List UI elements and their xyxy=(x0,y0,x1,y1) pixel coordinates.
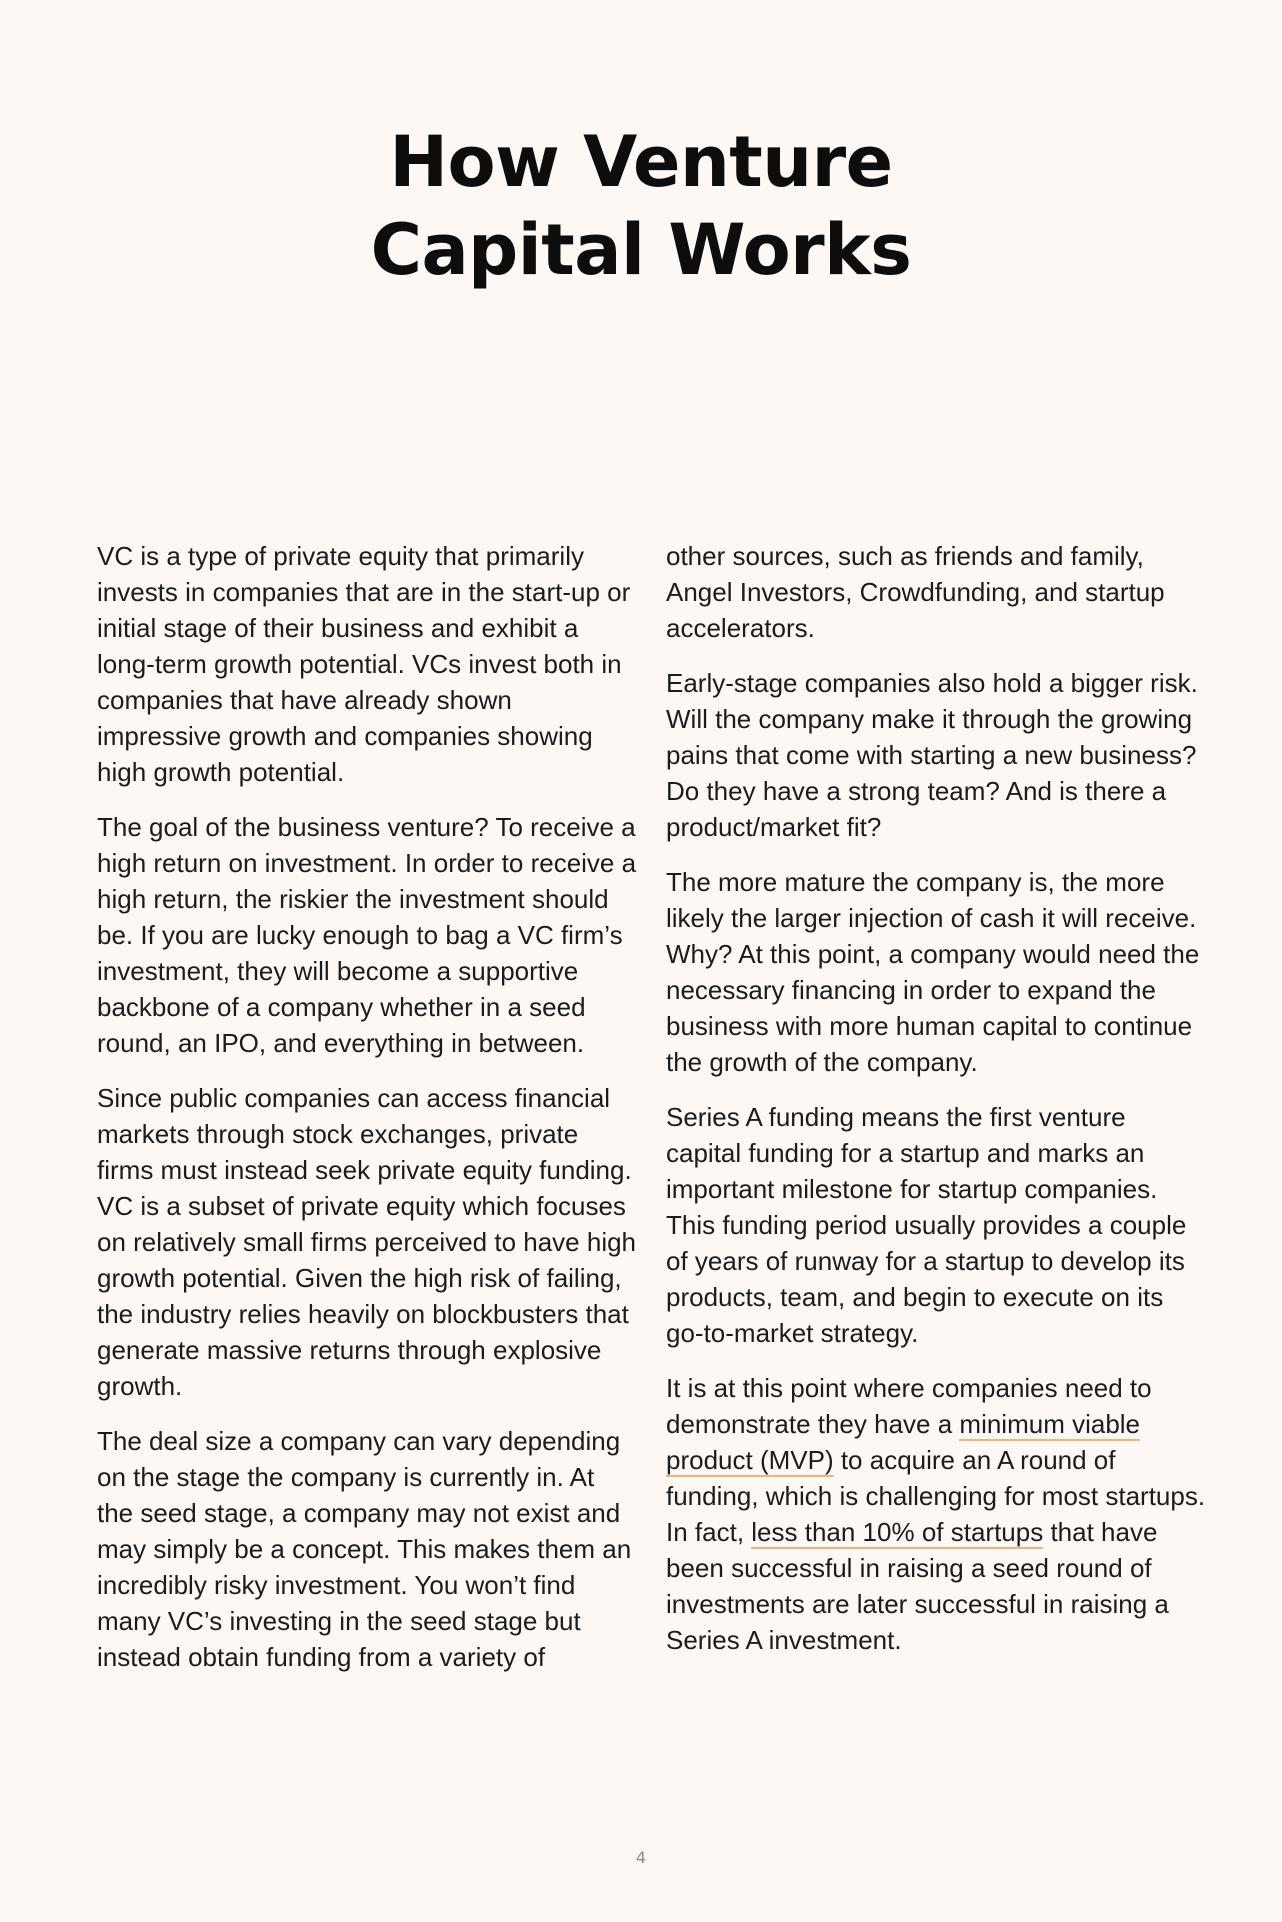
right-column xyxy=(666,538,1206,1677)
text-segment: It is at this point where companies need to demonstrate they have a xyxy=(666,1373,1152,1439)
mvp-link[interactable]: minimum viable product (MVP) xyxy=(666,1409,1141,1475)
page-title xyxy=(0,118,1282,294)
paragraph-risk-line-2: Do they have a strong team? And is there a product/market fit? xyxy=(666,776,1167,842)
paragraph-risk-line-1: Early-stage companies also hold a bigger risk. Will the company make it through the growing pains that come with starting a new business? xyxy=(666,668,1198,770)
title-line-2: Capital Works xyxy=(370,209,912,291)
text-segment: that have been successful in raising a seed round of investments are later successful in raising a Series A investment. xyxy=(666,1517,1169,1655)
paragraph: The more mature the company is, the more likely the larger injection of cash it will receive. Why? At this point, a company would need the necessary financing in order to expand the business with more human capital to continue the growth of the company. xyxy=(666,867,1200,1077)
paragraph: VC is a type of private equity that primarily invests in companies that are in the start-up or initial stage of their business and exhibit a long-term growth potential. VCs invest both in companies that have already shown impressive growth and companies showing high growth potential. xyxy=(97,541,631,787)
text-segment: to acquire an A round of funding, which is challenging for most startups. In fact, xyxy=(666,1445,1206,1547)
left-column xyxy=(97,538,637,1694)
paragraph: Since public companies can access financial markets through stock exchanges, private firms must instead seek private equity funding. VC is a subset of private equity which focuses on relatively small firms perceived to have high growth potential. Given the high risk of failing, the industry relies heavily on blockbusters that generate massive returns through explosive growth. xyxy=(97,1083,637,1401)
startups-statistic-link[interactable]: less than 10% of startups xyxy=(751,1517,1044,1547)
title-line-1: How Venture xyxy=(389,121,893,203)
paragraph: Series A funding means the first venture capital funding for a startup and marks an important milestone for startup companies. This funding period usually provides a couple of years of runway for a startup to develop its products, team, and begin to execute on its go-to-market strategy. xyxy=(666,1102,1187,1348)
paragraph: other sources, such as friends and family, Angel Investors, Crowdfunding, and startup accelerators. xyxy=(666,541,1165,643)
page-number: 4 xyxy=(635,1848,647,1867)
paragraph-risk xyxy=(666,665,1206,845)
paragraph: The deal size a company can vary depending on the stage the company is currently in. At the seed stage, a company may not exist and may simply be a concept. This makes them an incredibly risky investment. You won’t find many VC’s investing in the seed stage but instead obtain funding from a variety of xyxy=(97,1426,632,1672)
paragraph: The goal of the business venture? To receive a high return on investment. In order to receive a high return, the riskier the investment should be. If you are lucky enough to bag a VC firm’s investment, they will become a supportive backbone of a company whether in a seed round, an IPO, and everything in between. xyxy=(97,812,637,1058)
paragraph-mvp xyxy=(666,1370,1206,1658)
